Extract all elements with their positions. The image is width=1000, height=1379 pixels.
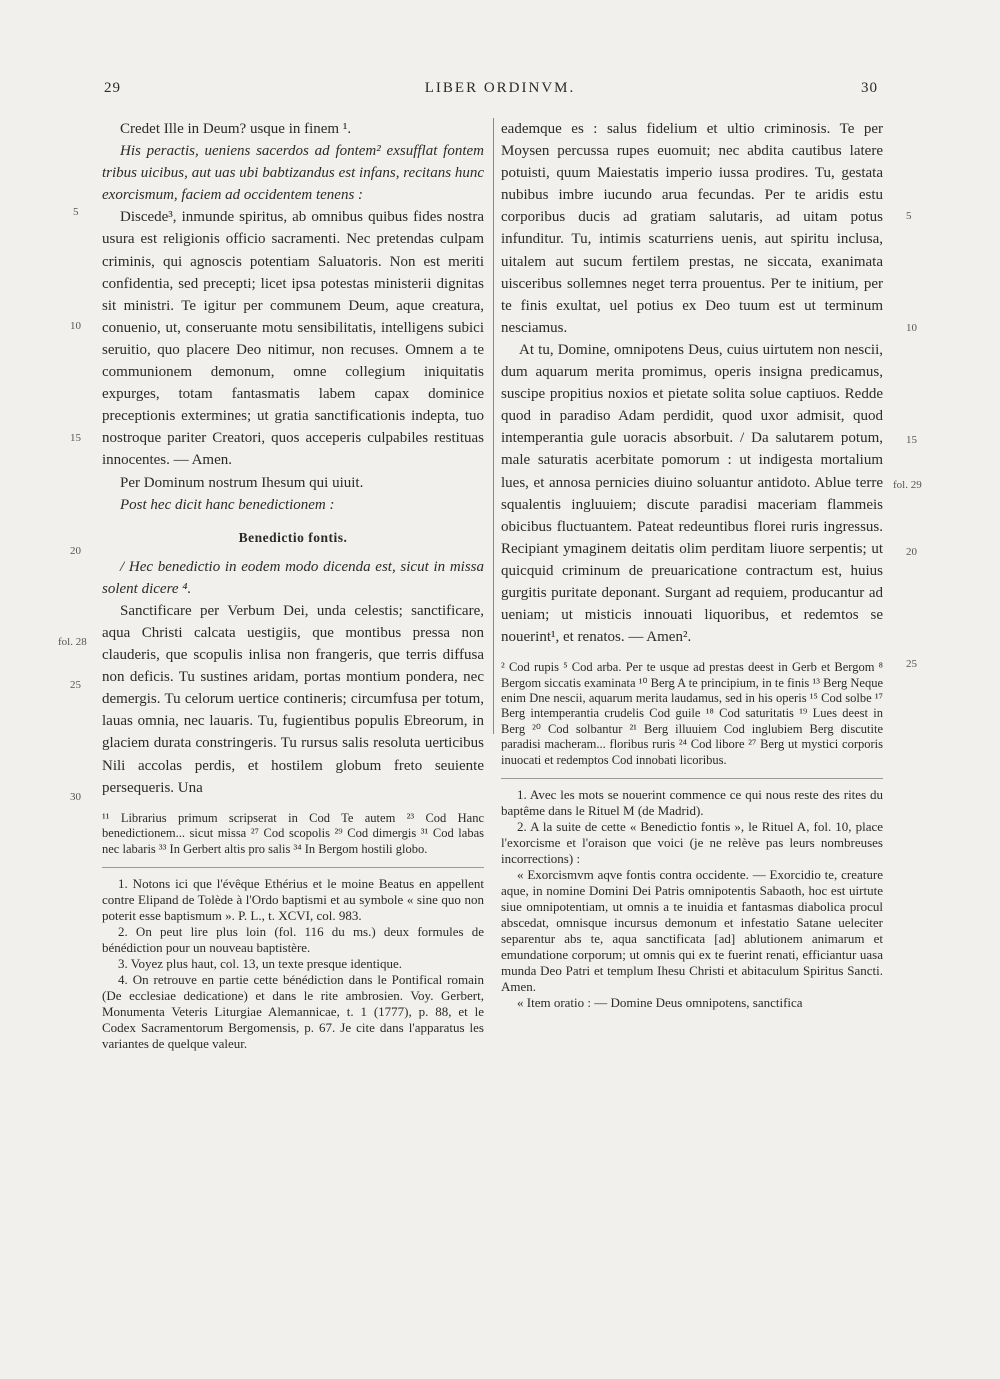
running-title: LIBER ORDINVM. <box>424 80 576 96</box>
line-number: 10 <box>70 320 81 332</box>
body-paragraph: eademque es : salus fidelium et ultio criminosis. Te per Moysen percussa rupes euomuit; nec abdita cautibus latere potuisti, quum Maiestatis imperio iussa prodires. Tu, gestata nubibus imbre iucundo arua fecundas. Per te aridis estu corporibus ducis ad gratiam salutaris, ad uitam potus infunditur. Tu, intimis scaturriens uenis, aut spiritu inclusa, uitalem aut sucum fertilem prestas, ne siccata, exanimata uisceribus sollemnes neget terra prouentus. Per te initium, per te finis exultat, uel potius ex Deo tuum est ut terminum nesciamus. <box>501 121 883 336</box>
body-paragraph: Credet Ille in Deum? usque in finem ¹. <box>120 121 352 137</box>
critical-apparatus: ¹¹ Librarius primum scripserat in Cod Te autem ²³ Cod Hanc benedictionem... sicut missa ²⁷ Cod scopolis ²⁹ Cod dimergis ³¹ Cod labas nec labaris ³³ In Gerbert altis pro salis ³⁴ In Bergom hostili globo. <box>102 810 484 856</box>
critical-apparatus: ² Cod rupis ⁵ Cod arba. Per te usque ad prestas deest in Gerb et Bergom ⁸ Bergom siccatis examinata ¹⁰ Berg A te principium, in te finis ¹³ Berg Neque enim Dne nescii, aquarum merita laudamus, sed in his operis ¹⁵ Cod solbe ¹⁷ Berg intemperantia crudelis Cod guile ¹⁸ Cod saturitatis ¹⁹ Lues deest in Berg ²⁰ Cod solbantur ²¹ Berg illuuiem Cod inglubiem Berg discutite paradisi macheram... floribus ruris ²⁴ Cod libore ²⁷ Berg ut mystici corporis inuocati et redemptos Cod innobati licoribus. <box>501 660 883 767</box>
footnotes <box>102 876 484 1052</box>
body-paragraph: At tu, Domine, omnipotens Deus, cuius uirtutem non nescii, dum aquarum merita promimus, operis insigna predicamus, suscipe propitius noxios et pietate solita solue captiuos. Redde quod in paradiso Adam perdidit, quod uxor admisit, quod intemperantia gule uoracis absorbuit. / Da salutarem potum, male saturatis acerbitate pomorum : ut indigesta mortalium lues, et annosa pernicies diuino soluantur antidoto. Ablue terre squalentis ingluuiem; discute paradisi maceriam flammeis obicibus fluctuantem. Pateat redeuntibus florei ruris ingressus. Recipiant ymaginem deitatis olim perditam liuore serpentis; ut quicquid criminum de preuaricatione contractum est, huius gurgitis puritate deponant. Surgant ad requiem, producantur ad ueniam; ut misticis innouati liquoribus, et redemtos se nouerint¹, et renatos. — Amen². <box>501 341 883 646</box>
column-divider <box>493 118 494 734</box>
folio-marker: fol. 29 <box>893 479 922 491</box>
body-paragraph: Discede³, inmunde spiritus, ab omnibus quibus fides nostra usura est religionis officio sacramenti. Nec pretendas culpam criminis, qui agnoscis potentiam Saluatoris. Non est meriti confidentia, sed precepti; licet ipsa potestas ministerii dignitas sit ministri. Te igitur per communem Deum, aque creatura, conuenio, ut, conseruante motu sensibilitatis, intelligens subici seruitio, quo placere Deo nitimur, non recuses. Omnem a te communionem demonum, omne collegium iniquitatis expurges, totam fantasmatis labem capax dominice preceptionis extermines; ut gratia sanctificationis indepta, tuo nostroque pariter Creatori, quos acceperis culpabiles restituas innocentes. — Amen. <box>102 209 484 469</box>
running-header <box>0 80 1000 104</box>
left-column <box>102 118 484 1052</box>
footnote-rule <box>501 778 883 779</box>
line-number: 5 <box>906 210 912 222</box>
rubric: His peractis, ueniens sacerdos ad fontem² exsufflat fontem tribus uicibus, aut uas ubi babtizandus est infans, recitans hunc exorcismum, faciem ad occidentem tenens : <box>102 143 484 204</box>
footnotes <box>501 787 883 1011</box>
body-paragraph: Per Dominum nostrum Ihesum qui uiuit. <box>120 474 364 491</box>
body-paragraph: Sanctificare per Verbum Dei, unda celestis; sanctificare, aqua Christi calcata uestigiis, que montibus pressa non clauderis, que scopulis inlisa non frangeris, que terris diffusa non deficis. Tu sustines aridam, portas montium pondera, nec demergis. Tu celorum uertice contineris; circumfusa per totum, lauas omnia, nec lauaris. Tu, fugientibus populis Ebreorum, in glaciem durata constringeris. Tu rursus salis resoluta uerticibus Nili accolas perdis, et hostilem globum freto seuiente persequeris. Una <box>102 602 484 796</box>
footnote: 2. On peut lire plus loin (fol. 116 du ms.) deux formules de bénédiction pour un nouveau baptistère. <box>102 923 484 955</box>
line-number: 25 <box>906 658 917 670</box>
footnote: 1. Avec les mots se nouerint commence ce qui nous reste des rites du baptême dans le Rituel M (de Madrid). <box>501 787 883 819</box>
footnote: 3. Voyez plus haut, col. 13, un texte presque identique. <box>118 955 403 971</box>
page-number-left: 29 <box>104 80 121 96</box>
footnote: 2. A la suite de cette « Benedictio fontis », le Rituel A, fol. 10, place l'exorcisme et l'oraison que voici (je ne relève pas leurs nombreuses incorrections) : <box>501 819 883 867</box>
line-number: 15 <box>70 432 81 444</box>
footnote: « Item oratio : — Domine Deus omnipotens, sanctifica <box>517 995 803 1011</box>
rubric: / Hec benedictio in eodem modo dicenda est, sicut in missa solent dicere ⁴. <box>102 558 484 597</box>
line-number: 25 <box>70 679 81 691</box>
right-column <box>501 118 883 1011</box>
footnote: « Exorcismvm aqve fontis contra occidente. — Exorcidio te, creature aque, in nomine Domini Dei Patris omnipotentis Sabaoth, hoc est uirtute siue omnipotentiam, ut omnis a te inuidia et fantasmas diabolica procul abscedat, omnisque incursus demonum et infestatio Satane ueleciter separentur abs te, aqua sanctificata [ad] ablutionem animarum et emundatione corporum; ut omnis qui ex te fuerint renati, efficiantur uasa munda Deo Patri et templum Ihesu Christi et abitaculum Spiritus Sancti. Amen. <box>501 867 883 995</box>
page-number-right: 30 <box>861 80 878 96</box>
line-number: 15 <box>906 434 917 446</box>
footnote: 1. Notons ici que l'évêque Ethérius et le moine Beatus en appellent contre Elipand de Tolède à l'Ordo baptismi et au symbole « sine quo non poterit esse baptismum ». P. L., t. XCVI, col. 983. <box>102 875 484 923</box>
line-number: 20 <box>906 546 917 558</box>
line-number: 5 <box>73 206 79 218</box>
footnote: 4. On retrouve en partie cette bénédiction dans le Pontifical romain (De ecclesiae dedicatione) et dans le rite ambrosien. Voy. Gerbert, Monumenta Veteris Liturgiae Alemannicae, t. 1 (1777), p. 88, et le Codex Sacramentorum Bergomensis, p. 67. Je cite dans l'apparatus les variantes de quelque valeur. <box>102 971 484 1051</box>
folio-marker: fol. 28 <box>58 636 87 648</box>
section-title: Benedictio fontis. <box>238 529 348 545</box>
rubric: Post hec dicit hanc benedictionem : <box>120 496 335 513</box>
footnote-rule <box>102 867 484 868</box>
line-number: 10 <box>906 322 917 334</box>
line-number: 20 <box>70 545 81 557</box>
line-number: 30 <box>70 791 81 803</box>
